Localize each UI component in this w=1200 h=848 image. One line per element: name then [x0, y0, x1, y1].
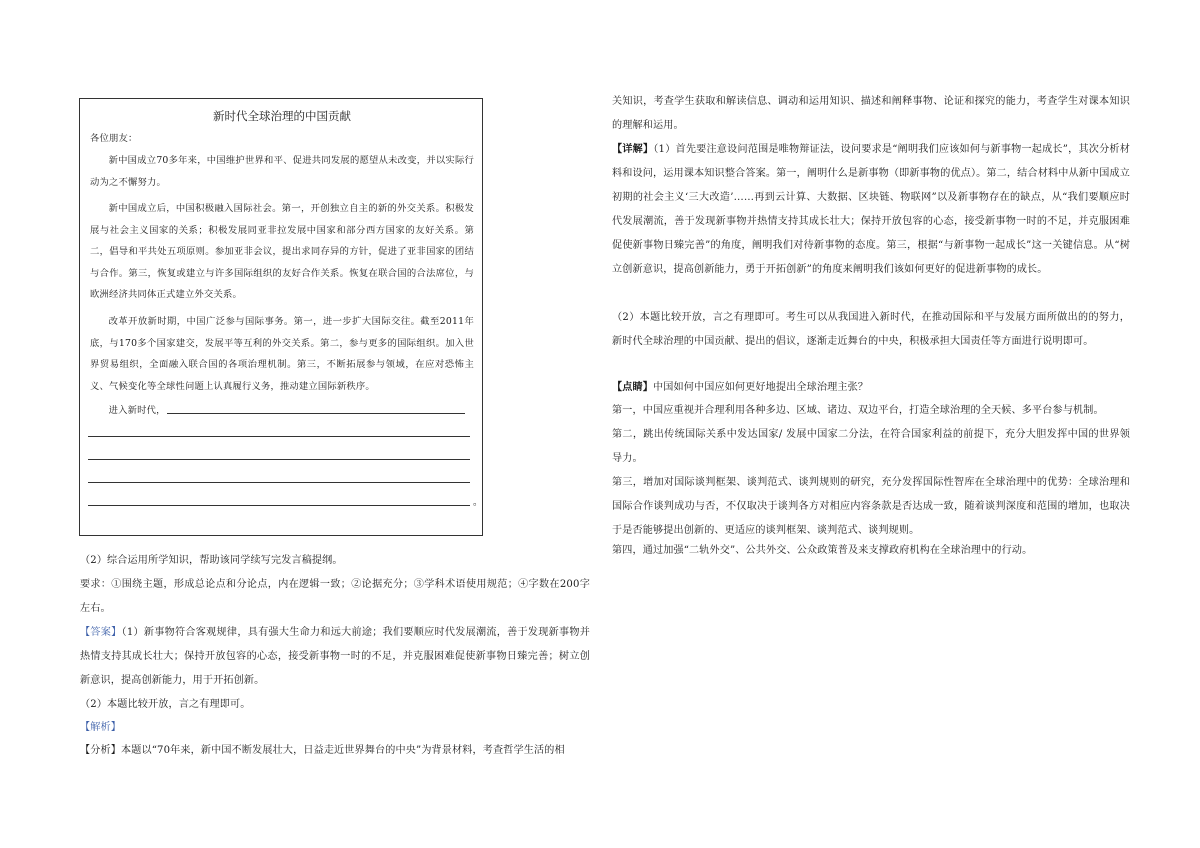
essay-fill-line — [88, 459, 470, 460]
analysis-continued: 关知识，考查学生获取和解读信息、调动和运用知识、描述和阐释事物、论证和探究的能力，考查学生对课本知识的理解和运用。 — [612, 96, 1130, 131]
detail-1: （1）首先要注意设问范围是唯物辩证法，设问要求是“阐明我们应该如何与新事物一起成长”，其次分析材料和设问，运用课本知识整合答案。第一，阐明什么是新事物（即新事物的优点）。第二，结合材料中从新中国成立初期的社会主义‘三大改造’……再到云计算、大数据、区块链、物联网”以及新事物存在的缺点，从“我们要顺应时代发展潮流，善于发现新事物并热情支持其成长壮大；保持开放包容的心态，接受新事物一时的不足，并克服困难促使新事物日臻完善”的角度，阐明我们对待新事物的态度。第三，根据“与新事物一起成长”这一关键信息。从“树立创新意识，提高创新能力，勇于开拓创新”的角度来阐明我们该如何更好的促进新事物的成长。 — [612, 144, 1130, 275]
tip-heading — [612, 376, 1130, 400]
detail-block — [612, 138, 1130, 282]
tip-question: 中国如何中国应如何更好地提出全球治理主张？ — [652, 382, 869, 393]
tip-point-2: 第二，跳出传统国际关系中发达国家/ 发展中国家二分法，在符合国家利益的前提下，充分大胆发挥中国的世界领导力。 — [612, 429, 1130, 464]
essay-title: 新时代全球治理的中国贡献 — [213, 109, 351, 123]
tip-point-1: 第一，中国应重视并合理利用各种多边、区域、诸边、双边平台，打造全球治理的全天候、多平台参与机制。 — [612, 405, 1104, 416]
answer-label: 【答案】 — [80, 627, 122, 638]
requirements: 要求：①围绕主题，形成总论点和分论点，内在逻辑一致；②论据充分；③学科术语使用规范；④字数在200字左右。 — [80, 579, 590, 614]
essay-paragraph-1: 新中国成立70多年来，中国维护世界和平、促进共同发展的愿望从未改变，并以实际行动为之不懈努力。 — [90, 155, 474, 188]
essay-end-mark: 。 — [473, 497, 483, 508]
essay-fill-line — [88, 436, 470, 437]
tip-point-4: 第四，通过加强“二轨外交”、公共外交、公众政策普及来支撑政府机构在全球治理中的行动。 — [612, 545, 1033, 556]
essay-box — [80, 100, 484, 534]
tip-label: 【点睛】 — [612, 382, 653, 393]
essay-paragraph-4: 进入新时代， — [108, 405, 166, 416]
analysis-text: 【分析】本题以“70年来，新中国不断发展壮大，日益走近世界舞台的中央”为背景材料，考查哲学生活的相 — [80, 745, 565, 756]
essay-fill-line — [167, 413, 465, 414]
tip-point-3: 第三，增加对国际谈判框架、谈判范式、谈判规则的研究，充分发挥国际性智库在全球治理中的优势：全球治理和国际合作谈判成功与否，不仅取决于谈判各方对相应内容条款是否达成一致，随着谈判深度和范围的增加，也取决于是否能够提出创新的、更适应的谈判框架、谈判范式、谈判规则。 — [612, 477, 1130, 536]
detail-label: 【详解】 — [612, 144, 654, 155]
essay-fill-line — [88, 482, 470, 483]
essay-paragraph-2: 新中国成立后，中国积极融入国际社会。第一，开创独立自主的新的外交关系。积极发展与社会主义国家的关系；积极发展同亚非拉发展中国家和部分西方国家的友好关系。第二，倡导和平共处五项原则。参加亚非会议，提出求同存异的方针，促进了亚非国家的团结与合作。第三，恢复或建立与许多国际组织的友好合作关系。恢复在联合国的合法席位，与欧洲经济共同体正式建立外交关系。 — [90, 203, 474, 301]
detail-2: （2）本题比较开放，言之有理即可。考生可以从我国进入新时代，在推动国际和平与发展方面所做出的的努力，新时代全球治理的中国贡献、提出的倡议，逐渐走近舞台的中央，积极承担大国责任等方面进行说明即可。 — [612, 312, 1130, 347]
answer-block — [80, 621, 590, 693]
answer-1: （1）新事物符合客观规律，具有强大生命力和远大前途；我们要顺应时代发展潮流，善于发现新事物并热情支持其成长壮大；保持开放包容的心态，接受新事物一时的不足，并克服困难促使新事物日臻完善；树立创新意识，提高创新能力，用于开拓创新。 — [80, 627, 590, 686]
essay-fill-line — [88, 505, 470, 506]
question-2: （2）综合运用所学知识，帮助该同学续写完发言稿提纲。 — [80, 555, 343, 566]
essay-paragraph-3: 改革开放新时期，中国广泛参与国际事务。第一，进一步扩大国际交往。截至2011年底，与170多个国家建交，发展平等互利的外交关系。第二，参与更多的国际组织。加入世界贸易组织，全面融入联合国的各项治理机制。第三，不断拓展参与领域，在应对恐怖主义、气候变化等全球性问题上认真履行义务，推动建立国际新秩序。 — [90, 316, 474, 392]
answer-2: （2）本题比较开放，言之有理即可。 — [80, 699, 251, 710]
essay-greeting: 各位朋友： — [90, 133, 138, 144]
analysis-label: 【解析】 — [80, 722, 121, 733]
